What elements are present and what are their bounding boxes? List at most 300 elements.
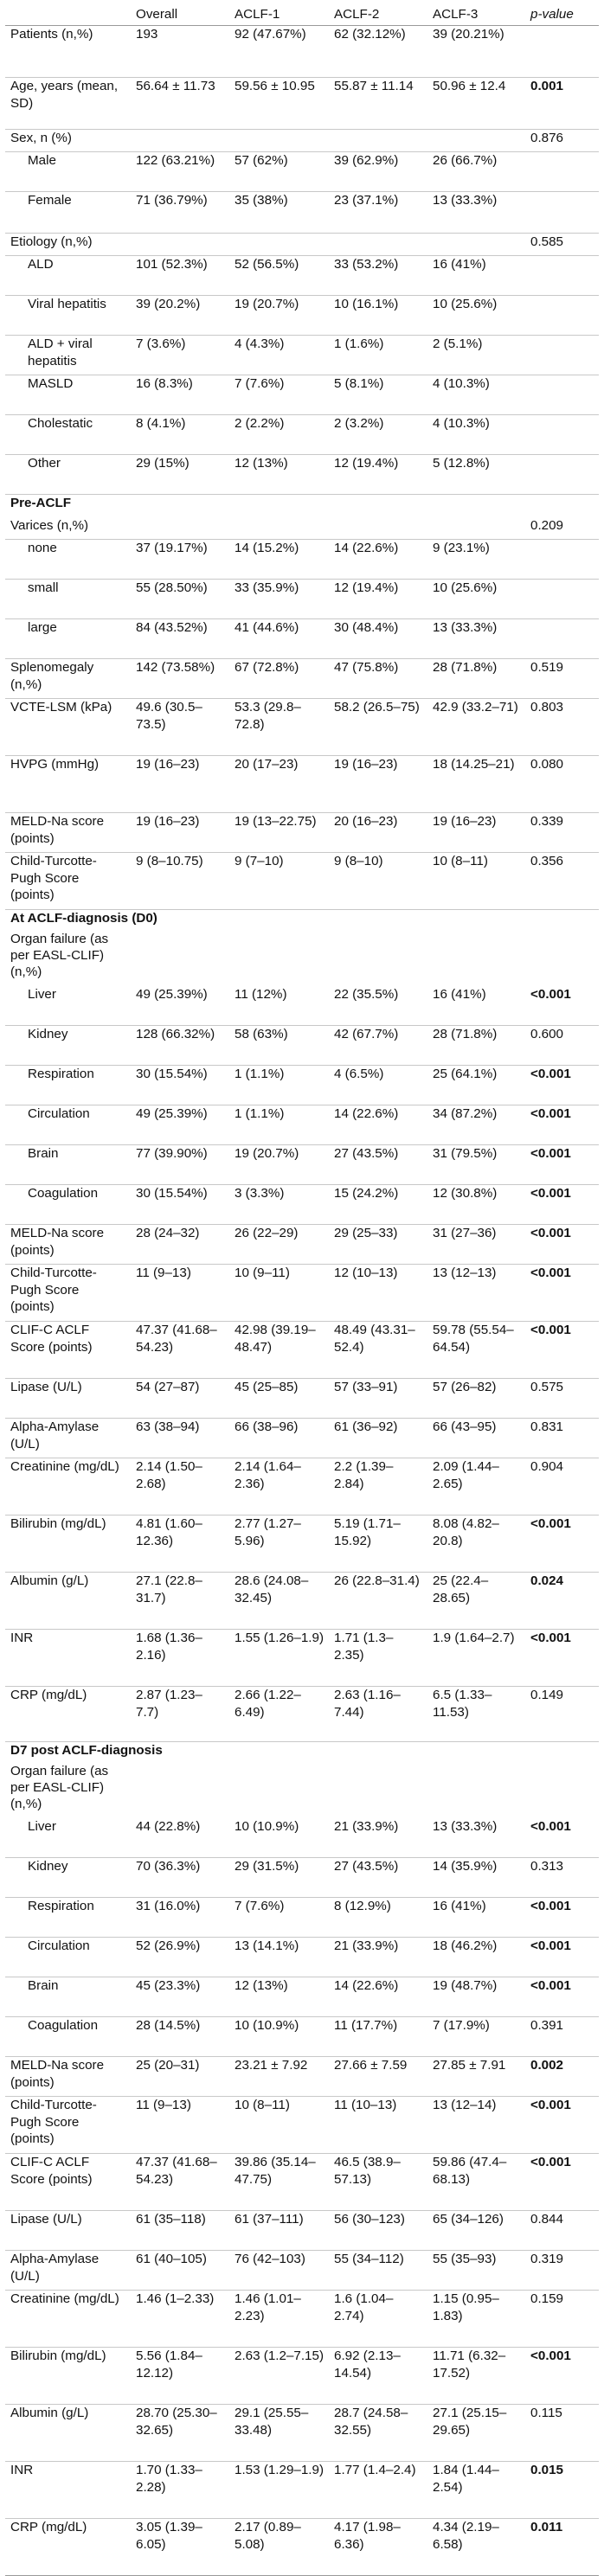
p-value-cell: <0.001: [525, 1265, 599, 1322]
empty-cell: [229, 931, 329, 986]
empty-cell: [525, 931, 599, 986]
row-label: Liver: [5, 986, 131, 1026]
aclf-3-cell: 13 (33.3%): [427, 192, 525, 234]
overall-cell: 30 (15.54%): [131, 1185, 229, 1225]
aclf-2-cell: 22 (35.5%): [329, 986, 427, 1026]
table-row: [5, 1145, 599, 1185]
aclf-2-cell: 20 (16–23): [329, 813, 427, 853]
row-label: Respiration: [5, 1066, 131, 1105]
aclf-2-cell: 46.5 (38.9–57.13): [329, 2154, 427, 2211]
aclf-2-cell: 2.2 (1.39–2.84): [329, 1458, 427, 1515]
row-label: Coagulation: [5, 2017, 131, 2057]
aclf-1-cell: 12 (13%): [229, 1977, 329, 2017]
row-label: Lipase (U/L): [5, 1379, 131, 1419]
empty-cell: [329, 931, 427, 986]
group-label-row: [5, 1763, 599, 1818]
overall-cell: 28 (24–32): [131, 1225, 229, 1265]
p-value-cell: [525, 336, 599, 375]
aclf-3-cell: 65 (34–126): [427, 2211, 525, 2251]
empty-cell: [427, 931, 525, 986]
p-value-cell: <0.001: [525, 1515, 599, 1573]
row-label: Male: [5, 152, 131, 192]
row-label: INR: [5, 1630, 131, 1687]
aclf-2-cell: [329, 517, 427, 540]
aclf-3-cell: 42.9 (33.2–71): [427, 699, 525, 756]
aclf-2-cell: 12 (10–13): [329, 1265, 427, 1322]
row-label: CLIF-C ACLF Score (points): [5, 2154, 131, 2211]
aclf-3-cell: 31 (79.5%): [427, 1145, 525, 1185]
overall-cell: 49 (25.39%): [131, 1105, 229, 1145]
table-row: [5, 336, 599, 375]
p-value-cell: <0.001: [525, 2154, 599, 2211]
aclf-1-cell: 4 (4.3%): [229, 336, 329, 375]
aclf-2-cell: 8 (12.9%): [329, 1898, 427, 1938]
aclf-2-cell: 19 (16–23): [329, 756, 427, 813]
p-value-cell: 0.339: [525, 813, 599, 853]
p-value-cell: 0.356: [525, 853, 599, 910]
aclf-3-cell: 25 (64.1%): [427, 1066, 525, 1105]
p-value-cell: 0.844: [525, 2211, 599, 2251]
aclf-3-cell: 25 (22.4–28.65): [427, 1573, 525, 1630]
table-row: [5, 1938, 599, 1977]
overall-cell: [131, 517, 229, 540]
p-value-cell: 0.803: [525, 699, 599, 756]
table-row: [5, 1265, 599, 1322]
row-label: none: [5, 540, 131, 580]
row-label: Creatinine (mg/dL): [5, 2291, 131, 2348]
row-label: Female: [5, 192, 131, 234]
aclf-3-cell: 13 (12–13): [427, 1265, 525, 1322]
empty-cell: [525, 1763, 599, 1818]
row-label: Bilirubin (mg/dL): [5, 1515, 131, 1573]
table-row: [5, 2291, 599, 2348]
aclf-3-cell: 4 (10.3%): [427, 375, 525, 415]
aclf-3-cell: 11.71 (6.32–17.52): [427, 2348, 525, 2405]
aclf-1-cell: 92 (47.67%): [229, 26, 329, 78]
table-row: [5, 455, 599, 495]
aclf-3-cell: 2 (5.1%): [427, 336, 525, 375]
overall-cell: 37 (19.17%): [131, 540, 229, 580]
header-label: [5, 3, 131, 26]
row-label: HVPG (mmHg): [5, 756, 131, 813]
row-label: Albumin (g/L): [5, 1573, 131, 1630]
overall-cell: 55 (28.50%): [131, 580, 229, 619]
group-label: Organ failure (as per EASL-CLIF) (n,%): [10, 931, 109, 980]
section-heading-row: [5, 495, 599, 517]
row-label: Brain: [5, 1977, 131, 2017]
header-overall: Overall: [131, 3, 229, 26]
row-label: Liver: [5, 1818, 131, 1858]
table-row: [5, 1898, 599, 1938]
row-label: Sex, n (%): [5, 130, 131, 152]
overall-cell: 7 (3.6%): [131, 336, 229, 375]
p-value-cell: 0.024: [525, 1573, 599, 1630]
table-row: [5, 1185, 599, 1225]
aclf-2-cell: 42 (67.7%): [329, 1026, 427, 1066]
overall-cell: 9 (8–10.75): [131, 853, 229, 910]
overall-cell: 1.46 (1–2.33): [131, 2291, 229, 2348]
table-row: [5, 580, 599, 619]
aclf-1-cell: 58 (63%): [229, 1026, 329, 1066]
aclf-characteristics-table: [5, 3, 599, 2576]
table-row: [5, 2405, 599, 2462]
aclf-3-cell: 28 (71.8%): [427, 659, 525, 699]
p-value-cell: 0.831: [525, 1419, 599, 1458]
header-aclf-1: ACLF-1: [229, 3, 329, 26]
p-value-cell: <0.001: [525, 2097, 599, 2154]
p-value-cell: [525, 192, 599, 234]
p-value-cell: [525, 375, 599, 415]
aclf-3-cell: [427, 517, 525, 540]
p-value-cell: <0.001: [525, 1066, 599, 1105]
p-value-cell: [525, 455, 599, 495]
aclf-3-cell: 57 (26–82): [427, 1379, 525, 1419]
row-label: CRP (mg/dL): [5, 2519, 131, 2576]
row-label: Viral hepatitis: [5, 296, 131, 336]
row-label: MASLD: [5, 375, 131, 415]
aclf-1-cell: [229, 517, 329, 540]
aclf-2-cell: 5.19 (1.71–15.92): [329, 1515, 427, 1573]
aclf-1-cell: 23.21 ± 7.92: [229, 2057, 329, 2097]
aclf-2-cell: 11 (10–13): [329, 2097, 427, 2154]
aclf-3-cell: 16 (41%): [427, 1898, 525, 1938]
row-label: Lipase (U/L): [5, 2211, 131, 2251]
section-heading-row: [5, 910, 599, 931]
overall-cell: 16 (8.3%): [131, 375, 229, 415]
p-value-cell: 0.391: [525, 2017, 599, 2057]
aclf-1-cell: 1 (1.1%): [229, 1066, 329, 1105]
aclf-1-cell: 45 (25–85): [229, 1379, 329, 1419]
table-row: [5, 26, 599, 78]
overall-cell: 52 (26.9%): [131, 1938, 229, 1977]
table-row: [5, 2211, 599, 2251]
overall-cell: 44 (22.8%): [131, 1818, 229, 1858]
aclf-1-cell: 11 (12%): [229, 986, 329, 1026]
section-heading: Pre-ACLF: [10, 496, 72, 511]
aclf-2-cell: 55.87 ± 11.14: [329, 78, 427, 130]
aclf-2-cell: 56 (30–123): [329, 2211, 427, 2251]
p-value-cell: <0.001: [525, 1630, 599, 1687]
aclf-2-cell: 58.2 (26.5–75): [329, 699, 427, 756]
table-row: [5, 1515, 599, 1573]
aclf-1-cell: 42.98 (39.19–48.47): [229, 1322, 329, 1379]
p-value-cell: <0.001: [525, 1977, 599, 2017]
aclf-2-cell: 12 (19.4%): [329, 580, 427, 619]
aclf-1-cell: 2 (2.2%): [229, 415, 329, 455]
aclf-1-cell: 13 (14.1%): [229, 1938, 329, 1977]
overall-cell: 47.37 (41.68–54.23): [131, 2154, 229, 2211]
table-row: [5, 2017, 599, 2057]
row-label: Kidney: [5, 1026, 131, 1066]
aclf-1-cell: 57 (62%): [229, 152, 329, 192]
table-row: [5, 130, 599, 152]
aclf-2-cell: 29 (25–33): [329, 1225, 427, 1265]
aclf-3-cell: 13 (33.3%): [427, 619, 525, 659]
aclf-3-cell: 19 (48.7%): [427, 1977, 525, 2017]
row-label: Respiration: [5, 1898, 131, 1938]
aclf-3-cell: 5 (12.8%): [427, 455, 525, 495]
overall-cell: 3.05 (1.39–6.05): [131, 2519, 229, 2576]
table-row: [5, 1687, 599, 1742]
row-label: Varices (n,%): [5, 517, 131, 540]
aclf-2-cell: 15 (24.2%): [329, 1185, 427, 1225]
p-value-cell: 0.015: [525, 2462, 599, 2519]
header-p-value: p-value: [525, 3, 599, 26]
row-label: Albumin (g/L): [5, 2405, 131, 2462]
aclf-1-cell: 33 (35.9%): [229, 580, 329, 619]
overall-cell: 19 (16–23): [131, 756, 229, 813]
aclf-3-cell: 2.09 (1.44–2.65): [427, 1458, 525, 1515]
aclf-1-cell: 10 (10.9%): [229, 1818, 329, 1858]
aclf-1-cell: 26 (22–29): [229, 1225, 329, 1265]
aclf-1-cell: 1.53 (1.29–1.9): [229, 2462, 329, 2519]
aclf-1-cell: 52 (56.5%): [229, 256, 329, 296]
p-value-cell: [525, 26, 599, 78]
overall-cell: [131, 130, 229, 152]
p-value-cell: 0.149: [525, 1687, 599, 1742]
p-value-cell: <0.001: [525, 1185, 599, 1225]
empty-cell: [131, 931, 229, 986]
empty-cell: [229, 1763, 329, 1818]
row-label: Splenomegaly (n,%): [5, 659, 131, 699]
row-label: CLIF-C ACLF Score (points): [5, 1322, 131, 1379]
aclf-2-cell: 55 (34–112): [329, 2251, 427, 2291]
aclf-2-cell: 1 (1.6%): [329, 336, 427, 375]
aclf-2-cell: 12 (19.4%): [329, 455, 427, 495]
p-value-cell: [525, 256, 599, 296]
overall-cell: 31 (16.0%): [131, 1898, 229, 1938]
table-row: [5, 2154, 599, 2211]
aclf-1-cell: [229, 234, 329, 256]
aclf-2-cell: 27.66 ± 7.59: [329, 2057, 427, 2097]
aclf-1-cell: 66 (38–96): [229, 1419, 329, 1458]
row-label: Age, years (mean, SD): [5, 78, 131, 130]
p-value-cell: <0.001: [525, 1938, 599, 1977]
table-row: [5, 699, 599, 756]
aclf-1-cell: 28.6 (24.08–32.45): [229, 1573, 329, 1630]
overall-cell: 122 (63.21%): [131, 152, 229, 192]
aclf-2-cell: 5 (8.1%): [329, 375, 427, 415]
table-row: [5, 1225, 599, 1265]
overall-cell: 84 (43.52%): [131, 619, 229, 659]
aclf-3-cell: 1.15 (0.95–1.83): [427, 2291, 525, 2348]
section-heading: D7 post ACLF-diagnosis: [10, 1743, 163, 1759]
empty-cell: [329, 1763, 427, 1818]
row-label: Circulation: [5, 1105, 131, 1145]
row-label: Child-Turcotte-Pugh Score (points): [5, 2097, 131, 2154]
aclf-2-cell: 26 (22.8–31.4): [329, 1573, 427, 1630]
aclf-2-cell: 57 (33–91): [329, 1379, 427, 1419]
aclf-1-cell: 9 (7–10): [229, 853, 329, 910]
aclf-1-cell: 1 (1.1%): [229, 1105, 329, 1145]
p-value-cell: <0.001: [525, 1322, 599, 1379]
aclf-1-cell: [229, 130, 329, 152]
table-row: [5, 256, 599, 296]
p-value-cell: [525, 619, 599, 659]
aclf-1-cell: 10 (8–11): [229, 2097, 329, 2154]
row-label: large: [5, 619, 131, 659]
row-label: Bilirubin (mg/dL): [5, 2348, 131, 2405]
table-row: [5, 1322, 599, 1379]
aclf-1-cell: 2.63 (1.2–7.15): [229, 2348, 329, 2405]
row-label: Cholestatic: [5, 415, 131, 455]
aclf-1-cell: 20 (17–23): [229, 756, 329, 813]
overall-cell: 63 (38–94): [131, 1419, 229, 1458]
p-value-cell: 0.904: [525, 1458, 599, 1515]
aclf-2-cell: 28.7 (24.58–32.55): [329, 2405, 427, 2462]
aclf-2-cell: 9 (8–10): [329, 853, 427, 910]
aclf-1-cell: 29 (31.5%): [229, 1858, 329, 1898]
aclf-2-cell: 27 (43.5%): [329, 1145, 427, 1185]
aclf-1-cell: 61 (37–111): [229, 2211, 329, 2251]
table-row: [5, 756, 599, 813]
p-value-cell: <0.001: [525, 1898, 599, 1938]
p-value-cell: [525, 580, 599, 619]
aclf-3-cell: 10 (8–11): [427, 853, 525, 910]
row-label: ALD: [5, 256, 131, 296]
row-label: Alpha-Amylase (U/L): [5, 1419, 131, 1458]
aclf-2-cell: 33 (53.2%): [329, 256, 427, 296]
table-row: [5, 78, 599, 130]
overall-cell: 2.87 (1.23–7.7): [131, 1687, 229, 1742]
aclf-2-cell: [329, 130, 427, 152]
aclf-1-cell: 7 (7.6%): [229, 1898, 329, 1938]
aclf-1-cell: 39.86 (35.14–47.75): [229, 2154, 329, 2211]
overall-cell: 11 (9–13): [131, 1265, 229, 1322]
aclf-3-cell: 1.9 (1.64–2.7): [427, 1630, 525, 1687]
aclf-3-cell: 31 (27–36): [427, 1225, 525, 1265]
aclf-1-cell: 59.56 ± 10.95: [229, 78, 329, 130]
p-value-cell: <0.001: [525, 986, 599, 1026]
group-label-row: [5, 931, 599, 986]
overall-cell: 8 (4.1%): [131, 415, 229, 455]
row-label: Alpha-Amylase (U/L): [5, 2251, 131, 2291]
row-label: Child-Turcotte-Pugh Score (points): [5, 853, 131, 910]
row-label: Etiology (n,%): [5, 234, 131, 256]
table-row: [5, 619, 599, 659]
section-heading: At ACLF-diagnosis (D0): [10, 911, 157, 926]
aclf-3-cell: 18 (14.25–21): [427, 756, 525, 813]
aclf-1-cell: 19 (20.7%): [229, 1145, 329, 1185]
overall-cell: [131, 234, 229, 256]
table-row: [5, 1458, 599, 1515]
p-value-cell: 0.159: [525, 2291, 599, 2348]
table-row: [5, 1630, 599, 1687]
overall-cell: 70 (36.3%): [131, 1858, 229, 1898]
aclf-2-cell: 14 (22.6%): [329, 540, 427, 580]
table-row: [5, 2057, 599, 2097]
overall-cell: 193: [131, 26, 229, 78]
aclf-2-cell: 61 (36–92): [329, 1419, 427, 1458]
table-row: [5, 415, 599, 455]
table-row: [5, 659, 599, 699]
overall-cell: 2.14 (1.50–2.68): [131, 1458, 229, 1515]
section-heading-row: [5, 1742, 599, 1763]
overall-cell: 1.70 (1.33–2.28): [131, 2462, 229, 2519]
empty-cell: [427, 1763, 525, 1818]
row-label: Child-Turcotte-Pugh Score (points): [5, 1265, 131, 1322]
table-row: [5, 2462, 599, 2519]
aclf-1-cell: 19 (20.7%): [229, 296, 329, 336]
aclf-1-cell: 2.66 (1.22–6.49): [229, 1687, 329, 1742]
p-value-cell: 0.519: [525, 659, 599, 699]
aclf-1-cell: 2.17 (0.89–5.08): [229, 2519, 329, 2576]
table-row: [5, 1026, 599, 1066]
aclf-3-cell: 10 (25.6%): [427, 580, 525, 619]
table-header-row: [5, 3, 599, 26]
p-value-cell: [525, 540, 599, 580]
table-row: [5, 2251, 599, 2291]
row-label: Coagulation: [5, 1185, 131, 1225]
aclf-1-cell: 1.46 (1.01–2.23): [229, 2291, 329, 2348]
table-row: [5, 1977, 599, 2017]
overall-cell: 45 (23.3%): [131, 1977, 229, 2017]
aclf-3-cell: 66 (43–95): [427, 1419, 525, 1458]
aclf-1-cell: 7 (7.6%): [229, 375, 329, 415]
aclf-1-cell: 10 (10.9%): [229, 2017, 329, 2057]
row-label: VCTE-LSM (kPa): [5, 699, 131, 756]
aclf-3-cell: 8.08 (4.82–20.8): [427, 1515, 525, 1573]
overall-cell: 56.64 ± 11.73: [131, 78, 229, 130]
overall-cell: 30 (15.54%): [131, 1066, 229, 1105]
aclf-2-cell: 1.6 (1.04–2.74): [329, 2291, 427, 2348]
aclf-1-cell: 53.3 (29.8–72.8): [229, 699, 329, 756]
p-value-cell: 0.115: [525, 2405, 599, 2462]
aclf-3-cell: 10 (25.6%): [427, 296, 525, 336]
overall-cell: 142 (73.58%): [131, 659, 229, 699]
header-aclf-3: ACLF-3: [427, 3, 525, 26]
aclf-2-cell: 1.77 (1.4–2.4): [329, 2462, 427, 2519]
aclf-2-cell: 4 (6.5%): [329, 1066, 427, 1105]
table-row: [5, 1818, 599, 1858]
aclf-3-cell: 9 (23.1%): [427, 540, 525, 580]
aclf-2-cell: 47 (75.8%): [329, 659, 427, 699]
p-value-cell: 0.080: [525, 756, 599, 813]
overall-cell: 11 (9–13): [131, 2097, 229, 2154]
aclf-3-cell: [427, 130, 525, 152]
aclf-1-cell: 12 (13%): [229, 455, 329, 495]
p-value-cell: 0.876: [525, 130, 599, 152]
aclf-2-cell: 14 (22.6%): [329, 1977, 427, 2017]
table-row: [5, 1066, 599, 1105]
aclf-3-cell: 4.34 (2.19–6.58): [427, 2519, 525, 2576]
aclf-2-cell: 14 (22.6%): [329, 1105, 427, 1145]
aclf-2-cell: 1.71 (1.3–2.35): [329, 1630, 427, 1687]
aclf-1-cell: 1.55 (1.26–1.9): [229, 1630, 329, 1687]
p-value-cell: <0.001: [525, 2348, 599, 2405]
aclf-1-cell: 2.14 (1.64–2.36): [229, 1458, 329, 1515]
overall-cell: 49 (25.39%): [131, 986, 229, 1026]
aclf-3-cell: 7 (17.9%): [427, 2017, 525, 2057]
table-row: [5, 296, 599, 336]
aclf-3-cell: 27.85 ± 7.91: [427, 2057, 525, 2097]
table-row: [5, 234, 599, 256]
table-row: [5, 152, 599, 192]
p-value-cell: 0.209: [525, 517, 599, 540]
aclf-1-cell: 67 (72.8%): [229, 659, 329, 699]
aclf-2-cell: 48.49 (43.31–52.4): [329, 1322, 427, 1379]
overall-cell: 1.68 (1.36–2.16): [131, 1630, 229, 1687]
row-label: ALD + viral hepatitis: [5, 336, 131, 375]
overall-cell: 61 (40–105): [131, 2251, 229, 2291]
p-value-cell: 0.600: [525, 1026, 599, 1066]
aclf-2-cell: 21 (33.9%): [329, 1938, 427, 1977]
p-value-cell: 0.313: [525, 1858, 599, 1898]
aclf-1-cell: 19 (13–22.75): [229, 813, 329, 853]
row-label: MELD-Na score (points): [5, 1225, 131, 1265]
p-value-cell: [525, 415, 599, 455]
row-label: INR: [5, 2462, 131, 2519]
